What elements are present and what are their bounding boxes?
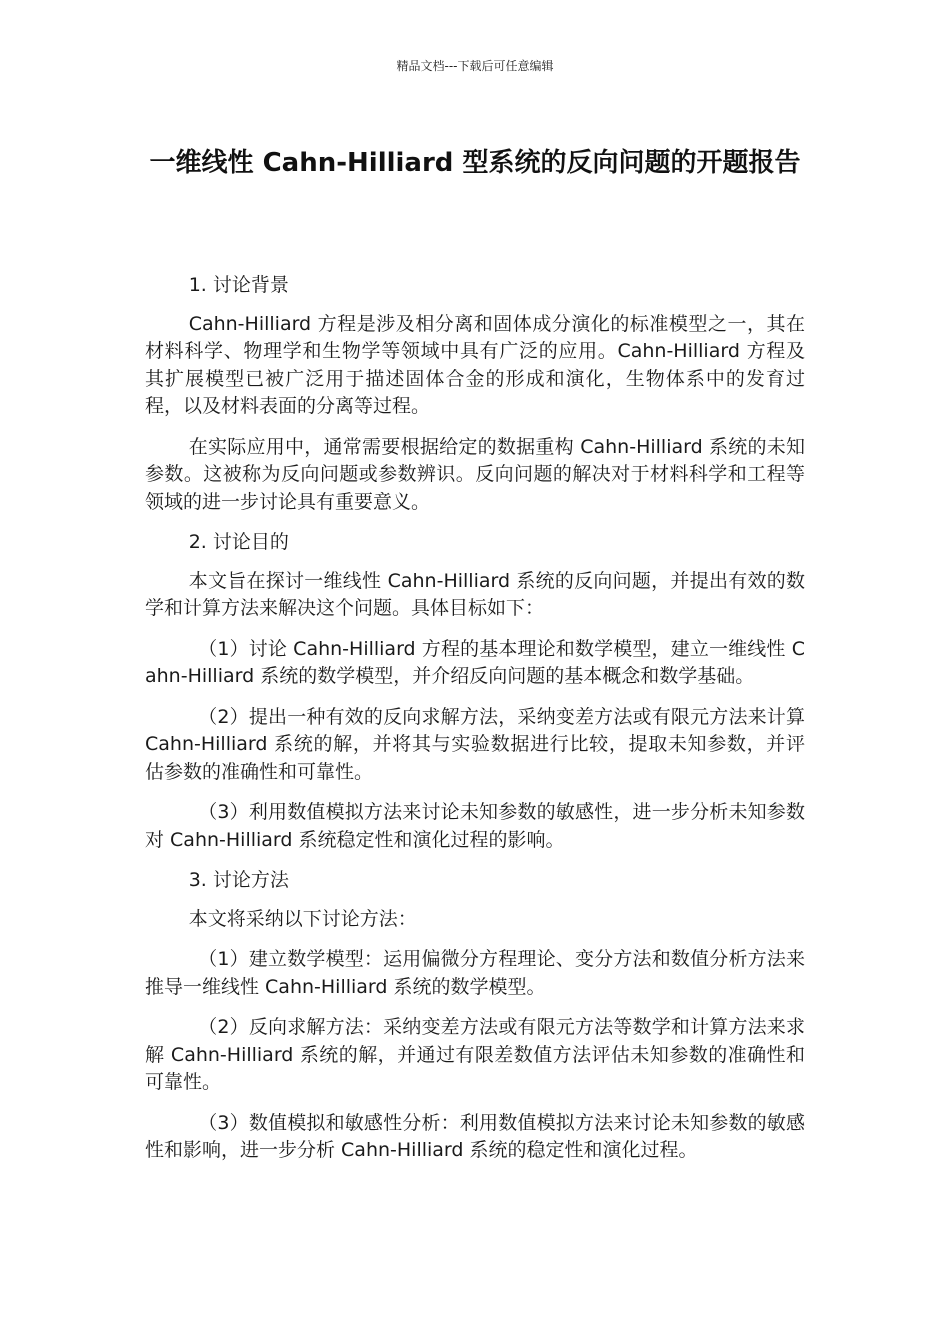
document-body [145,272,805,1178]
list-item: （1）讨论 Cahn-Hilliard 方程的基本理论和数学模型，建立一维线性 Cahn-Hilliard 系统的数学模型，并介绍反向问题的基本概念和数学基础。 [145,637,805,687]
section-heading-methods: 3. 讨论方法 [188,869,289,891]
list-item: （3）数值模拟和敏感性分析：利用数值模拟方法来讨论未知参数的敏感性和影响，进一步分析 Cahn-Hilliard 系统的稳定性和演化过程。 [145,1111,805,1161]
document-title: 一维线性 Cahn-Hilliard 型系统的反向问题的开题报告 [149,148,801,178]
paragraph: Cahn-Hilliard 方程是涉及相分离和固体成分演化的标准模型之一，其在材料科学、物理学和生物学等领域中具有广泛的应用。Cahn-Hilliard 方程及其扩展模型已被广泛用于描述固体合金的形成和演化，生物体系中的发育过程，以及材料表面的分离等过程。 [145,312,805,417]
paragraph: 本文将采纳以下讨论方法： [188,907,417,930]
section-heading-background: 1. 讨论背景 [188,274,289,296]
list-item: （3）利用数值模拟方法来讨论未知参数的敏感性，进一步分析未知参数对 Cahn-Hilliard 系统稳定性和演化过程的影响。 [145,801,805,851]
paragraph: 本文旨在探讨一维线性 Cahn-Hilliard 系统的反向问题，并提出有效的数学和计算方法来解决这个问题。具体目标如下： [145,569,805,619]
list-item: （2）反向求解方法：采纳变差方法或有限元方法等数学和计算方法来求解 Cahn-Hilliard 系统的解，并通过有限差数值方法评估未知参数的准确性和可靠性。 [145,1016,805,1093]
paragraph: 在实际应用中，通常需要根据给定的数据重构 Cahn-Hilliard 系统的未知参数。这被称为反向问题或参数辨识。反向问题的解决对于材料科学和工程等领域的进一步讨论具有重要意义。 [145,435,805,513]
page-header: 精品文档---下载后可任意编辑 [396,59,554,73]
list-item: （1）建立数学模型：运用偏微分方程理论、变分方法和数值分析方法来推导一维线性 Cahn-Hilliard 系统的数学模型。 [145,948,805,998]
section-heading-purpose: 2. 讨论目的 [188,531,289,553]
list-item: （2）提出一种有效的反向求解方法，采纳变差方法或有限元方法来计算 Cahn-Hilliard 系统的解，并将其与实验数据进行比较，提取未知参数，并评估参数的准确性和可靠性。 [145,705,805,783]
